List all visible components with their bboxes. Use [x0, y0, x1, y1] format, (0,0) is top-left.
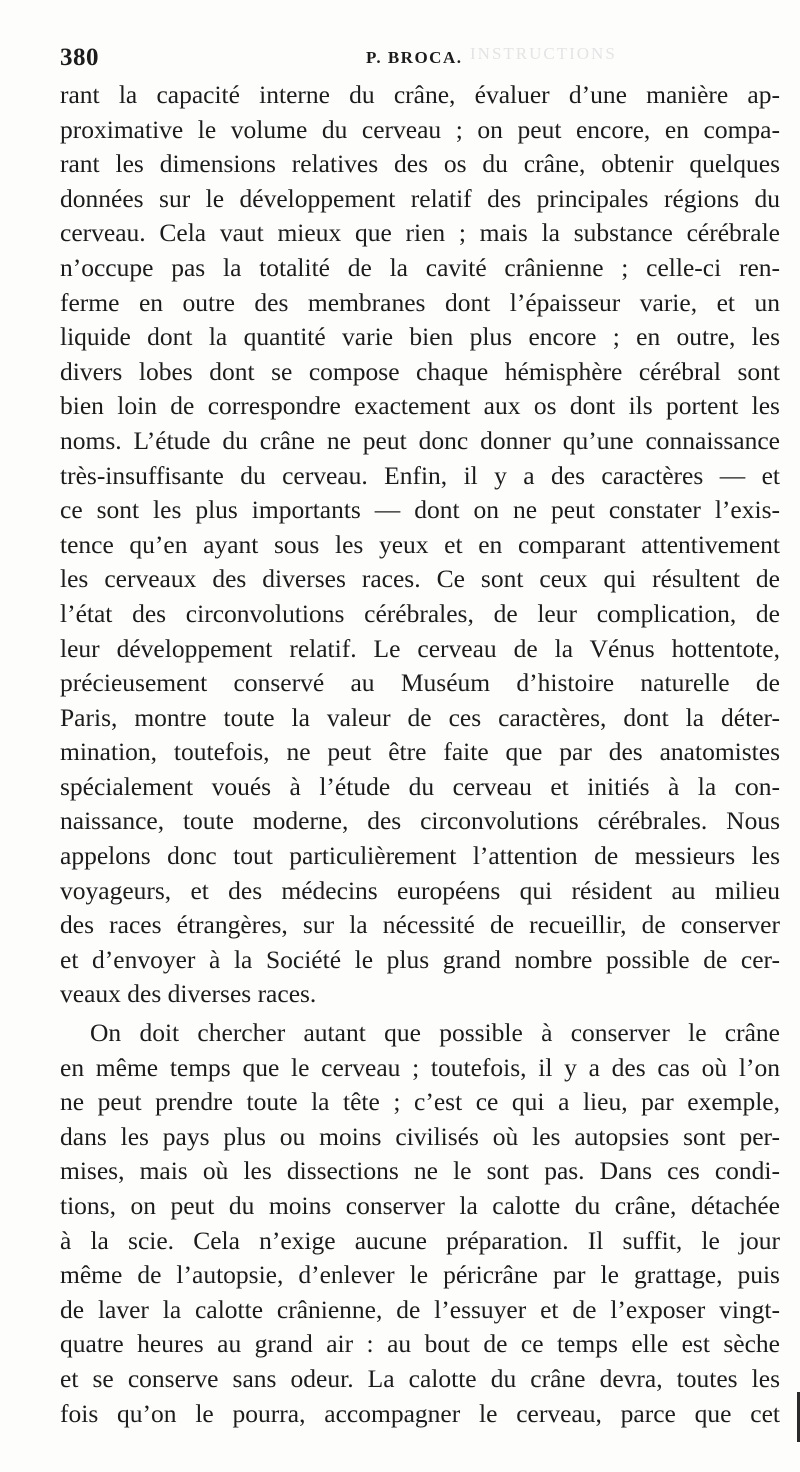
text-line: spécialement voués à l’étude du cerveau et initiés à la con- — [60, 771, 780, 801]
text-line: proximative le volume du cerveau ; on peut encore, en compa- — [60, 114, 780, 144]
text-line: les cerveaux des diverses races. Ce sont ceux qui résultent de — [60, 564, 780, 594]
text-line: fois qu’on le pourra, accompagner le cerveau, parce que cet — [60, 1398, 780, 1428]
text-line: mises, mais où les dissections ne le sont pas. Dans ces condi- — [60, 1156, 780, 1186]
text-line: dans les pays plus ou moins civilisés où les autopsies sont per- — [60, 1121, 780, 1151]
text-line: ferme en outre des membranes dont l’épaisseur varie, et un — [60, 287, 780, 317]
text-line: rant la capacité interne du crâne, évaluer d’une manière ap- — [60, 80, 780, 109]
text-line: divers lobes dont se compose chaque hémisphère cérébral sont — [60, 356, 780, 386]
text-line: bien loin de correspondre exactement aux os dont ils portent les — [60, 391, 780, 421]
text-line: n’occupe pas la totalité de la cavité crânienne ; celle-ci ren- — [60, 252, 780, 282]
running-head-author: P. BROCA. — [366, 48, 463, 67]
text-line: mination, toutefois, ne peut être faite que par des anatomistes — [60, 737, 780, 767]
text-line: veaux des diverses races. — [60, 979, 317, 1009]
text-line: cerveau. Cela vaut mieux que rien ; mais la substance cérébrale — [60, 218, 780, 248]
text-line: données sur le développement relatif des principales régions du — [60, 183, 780, 213]
paragraph — [60, 78, 780, 1012]
text-line: l’état des circonvolutions cérébrales, de leur complication, de — [60, 598, 780, 628]
text-line: quatre heures au grand air : au bout de ce temps elle est sèche — [60, 1329, 780, 1359]
running-header — [60, 44, 780, 76]
bleed-through-text: INSTRUCTIONS — [470, 44, 617, 63]
text-line: appelons donc tout particulièrement l’attention de messieurs les — [60, 841, 780, 871]
text-line: tions, on peut du moins conserver la calotte du crâne, détachée — [60, 1191, 780, 1220]
text-line: leur développement relatif. Le cerveau de la Vénus hottentote, — [60, 633, 780, 663]
text-line: et d’envoyer à la Société le plus grand nombre possible de cer- — [60, 944, 780, 974]
page-number: 380 — [60, 44, 99, 71]
text-line: Paris, montre toute la valeur de ces caractères, dont la déter- — [60, 702, 780, 732]
text-line: rant les dimensions relatives des os du crâne, obtenir quelques — [60, 149, 780, 179]
text-line: ce sont les plus importants — dont on ne peut constater l’exis- — [60, 495, 780, 525]
text-line: et se conserve sans odeur. La calotte du crâne devra, toutes les — [60, 1363, 780, 1393]
text-line: à la scie. Cela n’exige aucune préparation. Il suffit, le jour — [60, 1225, 780, 1255]
text-line: précieusement conservé au Muséum d’histoire naturelle de — [60, 668, 780, 698]
text-line: de laver la calotte crânienne, de l’essuyer et de l’exposer vingt- — [60, 1294, 780, 1324]
text-line: noms. L’étude du crâne ne peut donc donner qu’une connaissance — [60, 425, 780, 455]
text-line: très-insuffisante du cerveau. Enfin, il y a des caractères — et — [60, 460, 780, 490]
text-line: même de l’autopsie, d’enlever le péricrâne par le grattage, puis — [60, 1260, 780, 1290]
text-line: en même temps que le cerveau ; toutefois, il y a des cas où l’on — [60, 1052, 780, 1082]
text-line: liquide dont la quantité varie bien plus encore ; en outre, les — [60, 322, 780, 352]
text-line: tence qu’en ayant sous les yeux et en comparant attentivement — [60, 529, 780, 559]
text-line: des races étrangères, sur la nécessité de recueillir, de conserver — [60, 910, 780, 940]
text-line: ne peut prendre toute la tête ; c’est ce qui a lieu, par exemple, — [60, 1087, 780, 1117]
text-line: voyageurs, et des médecins européens qui résident au milieu — [60, 875, 780, 905]
text-line: On doit chercher autant que possible à conserver le crâne — [90, 1018, 780, 1048]
body-text — [60, 78, 780, 1431]
paragraph — [60, 1016, 780, 1431]
text-line: naissance, toute moderne, des circonvolutions cérébrales. Nous — [60, 806, 780, 836]
